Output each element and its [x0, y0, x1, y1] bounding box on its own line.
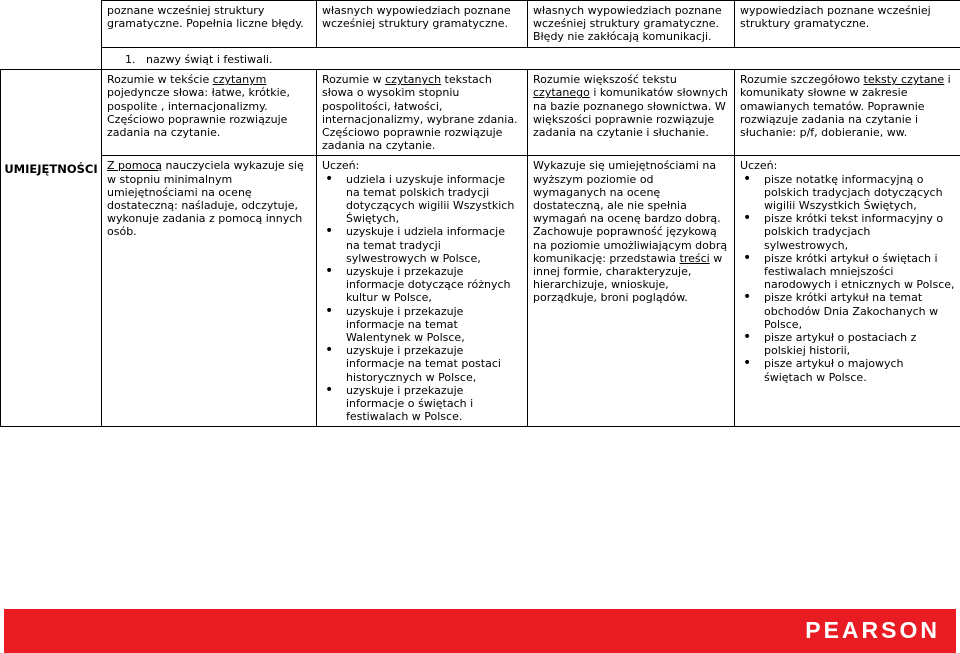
tasks-cell-1: Z pomocą nauczyciela wykazuje się w stopniu minimalnym umiejętnościami na ocenę dostateczną: naśladuje, odczytuje, wykonuje zadania z pomocą innych osób.: [102, 156, 317, 427]
section-label: UMIEJĘTNOŚCI: [4, 161, 98, 176]
list-text: nazwy świąt i festiwali.: [146, 53, 273, 66]
grammar-cell-1: poznane wcześniej struktury gramatyczne. Popełnia liczne błędy.: [102, 1, 317, 48]
tasks-cell-2: [317, 156, 528, 427]
grammar-cell-3: własnych wypowiedziach poznane wcześniej struktury gramatyczne. Błędy nie zakłócają komunikacji.: [528, 1, 735, 48]
writing-list: [740, 173, 955, 384]
list-item: • pisze krótki tekst informacyjny o polskich tradycjach sylwestrowych,: [764, 212, 955, 252]
list-item: • uzyskuje i przekazuje informacje dotyczące różnych kultur w Polsce,: [346, 265, 522, 305]
list-item: • uzyskuje i przekazuje informacje na temat postaci historycznych w Polsce,: [346, 344, 522, 384]
grammar-cell-2: własnych wypowiedziach poznane wcześniej struktury gramatyczne.: [317, 1, 528, 48]
reading-row: [1, 70, 960, 156]
list-item: • uzyskuje i przekazuje informacje na temat Walentynek w Polsce,: [346, 305, 522, 345]
list-item: [107, 53, 955, 66]
pupil-heading: Uczeń:: [740, 159, 778, 173]
list-item: • pisze artykuł o postaciach z polskiej historii,: [764, 331, 955, 357]
grammar-row: [1, 1, 960, 48]
topics-list-row: [1, 48, 960, 70]
reading-cell-3: Rozumie większość tekstu czytanego i komunikatów słownych na bazie poznanego słownictwa. W większości poprawnie rozwiązuje zadania na czytanie i słuchanie.: [528, 70, 735, 156]
section-label-cell: [1, 70, 102, 427]
list-number: 1.: [125, 53, 136, 66]
topics-list-cell: [102, 48, 960, 70]
tasks-cell-3: Wykazuje się umiejętnościami na wyższym poziomie od wymaganych na ocenę dostateczną, ale nie spełnia wymagań na ocenę bardzo dobrą. Zachowuje poprawność językową na poziomie umożliwiającym dobrą komunikację: przedstawia treści w innej formie, charakteryzuje, hierarchizuje, wnioskuje, porządkuje, broni poglądów.: [528, 156, 735, 427]
grammar-cell-4: wypowiedziach poznane wcześniej struktury gramatyczne.: [735, 1, 960, 48]
list-item: • pisze krótki artykuł na temat obchodów Dnia Zakochanych w Polsce,: [764, 291, 955, 331]
footer-bar: [4, 609, 956, 653]
reading-cell-2: Rozumie w czytanych tekstach słowa o wysokim stopniu pospolitości, łatwości, internacjonalizmy, wybrane zdania. Częściowo poprawnie rozwiązuje zadania na czytanie.: [317, 70, 528, 156]
speaking-list: [322, 173, 522, 424]
list-item: • pisze notatkę informacyjną o polskich tradycjach dotyczących wigilii Wszystkich Świętych,: [764, 173, 955, 213]
list-item: • uzyskuje i udziela informacje na temat tradycji sylwestrowych w Polsce,: [346, 225, 522, 265]
list-item: • pisze artykuł o majowych świętach w Polsce.: [764, 357, 955, 383]
pearson-logo: PEARSON: [805, 617, 940, 643]
reading-cell-1: Rozumie w tekście czytanym pojedyncze słowa: łatwe, krótkie, pospolite , internacjonalizmy. Częściowo poprawnie rozwiązuje zadania na czytanie.: [102, 70, 317, 156]
tasks-cell-4: [735, 156, 960, 427]
list-item: • uzyskuje i przekazuje informacje o świętach i festiwalach w Polsce.: [346, 384, 522, 424]
list-item: • pisze krótki artykuł o świętach i festiwalach mniejszości narodowych i etnicznych w Polsce,: [764, 252, 955, 292]
tasks-row: [1, 156, 960, 427]
list-item: • udziela i uzyskuje informacje na temat polskich tradycji dotyczących wigilii Wszystkich Świętych,: [346, 173, 522, 226]
pupil-heading: Uczeń:: [322, 159, 360, 173]
reading-cell-4: Rozumie szczegółowo teksty czytane i komunikaty słowne w zakresie omawianych tematów. Poprawnie rozwiązuje zadania na czytanie i słuchanie: p/f, dobieranie, ww.: [735, 70, 960, 156]
